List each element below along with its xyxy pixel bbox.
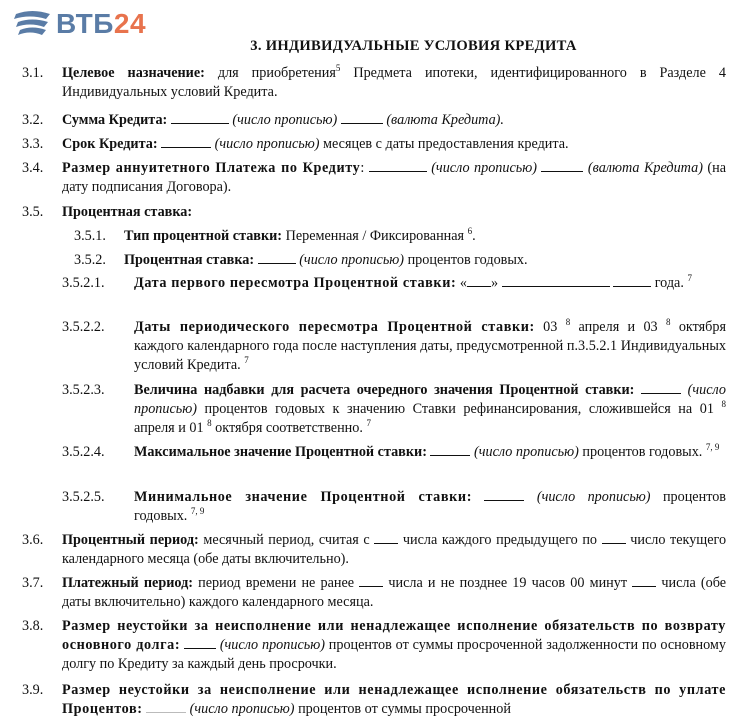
clause-number: 3.9. bbox=[22, 682, 44, 698]
clause-label: Размер неустойки за неисполнение или ненадлежащее исполнение обязательств по возврату основного долга: bbox=[62, 618, 726, 653]
fill-in-blank[interactable] bbox=[369, 159, 427, 172]
footnote-ref: 7 bbox=[687, 273, 692, 283]
clause-text: Переменная / Фиксированная bbox=[285, 228, 465, 244]
fill-in-blank[interactable] bbox=[632, 574, 656, 587]
fill-in-blank[interactable] bbox=[161, 135, 211, 148]
vtb24-logo bbox=[10, 6, 146, 42]
clause-number: 3.1. bbox=[22, 65, 44, 81]
clause-label: Дата первого пересмотра Процентной ставки: bbox=[134, 275, 457, 291]
quote-mark: » bbox=[490, 275, 499, 291]
fill-in-blank[interactable] bbox=[258, 251, 296, 264]
clause-text: октября каждого календарного года после наступления даты, предусмотренной п.3.5.2.1 Индивидуальных условий Кредита. bbox=[134, 319, 726, 373]
fill-in-blank[interactable] bbox=[641, 381, 681, 394]
footnote-ref: 8 bbox=[207, 418, 212, 428]
clause-text: процентов от суммы просроченной bbox=[298, 701, 511, 717]
placeholder-hint: (число прописью) bbox=[474, 444, 579, 460]
clause-number: 3.3. bbox=[22, 136, 44, 152]
footnote-ref: 5 bbox=[335, 63, 341, 73]
clause-text: число текущего календарного месяца (обе даты включительно). bbox=[62, 532, 727, 567]
clause-number: 3.5. bbox=[22, 204, 44, 220]
placeholder-hint: (валюта Кредита). bbox=[386, 112, 504, 128]
clause-number: 3.5.2.4. bbox=[62, 444, 105, 460]
clause-number: 3.5.1. bbox=[74, 228, 106, 244]
quote-mark: « bbox=[459, 275, 467, 291]
clause-number: 3.7. bbox=[22, 575, 44, 591]
clause-label: Срок Кредита: bbox=[62, 136, 158, 152]
clause-number: 3.5.2.5. bbox=[62, 489, 105, 505]
clause-text: процентов годовых. bbox=[582, 444, 703, 460]
clause-number: 3.6. bbox=[22, 532, 44, 548]
placeholder-hint: (число прописью) bbox=[232, 112, 338, 128]
clause-text: период времени не ранее bbox=[198, 575, 355, 591]
footnote-ref: 8 bbox=[721, 399, 726, 409]
fill-in-blank[interactable] bbox=[146, 700, 186, 713]
clause-label: Целевое назначение: bbox=[62, 65, 205, 81]
clause-text: числа и не позднее 19 часов 00 минут bbox=[388, 575, 628, 591]
fill-in-blank[interactable] bbox=[541, 159, 583, 172]
clause-number: 3.4. bbox=[22, 160, 44, 176]
clause-number: 3.8. bbox=[22, 618, 44, 634]
footnote-ref: 8 bbox=[665, 317, 671, 327]
clause-text: 03 bbox=[543, 319, 558, 335]
clause-number: 3.5.2.3. bbox=[62, 382, 105, 398]
fill-in-blank[interactable] bbox=[484, 488, 524, 501]
section-title: 3. ИНДИВИДУАЛЬНЫЕ УСЛОВИЯ КРЕДИТА bbox=[250, 38, 577, 54]
clause-number: 3.5.2.2. bbox=[62, 319, 105, 335]
placeholder-hint: (число прописью) bbox=[219, 637, 325, 653]
clause-label: Процентная ставка: bbox=[62, 204, 193, 220]
clause-text: для приобретения bbox=[217, 65, 336, 81]
clause-text: числа каждого предыдущего по bbox=[402, 532, 598, 548]
placeholder-hint: (число прописью) bbox=[134, 382, 726, 417]
fill-in-blank[interactable] bbox=[341, 111, 383, 124]
clause-text: процентов от суммы просроченной задолженности по основному долгу по Кредиту за каждый день просрочки. bbox=[62, 637, 727, 672]
fill-in-blank[interactable] bbox=[374, 531, 398, 544]
clause-text: октября соответственно. bbox=[215, 420, 363, 436]
fill-in-blank[interactable] bbox=[184, 636, 216, 649]
footnote-ref: 7, 9 bbox=[705, 442, 720, 452]
fill-in-blank[interactable] bbox=[613, 274, 651, 287]
clause-label: Минимальное значение Процентной ставки: bbox=[134, 489, 473, 505]
logo-brand-number: 24 bbox=[113, 8, 147, 39]
clause-label: Размер неустойки за неисполнение или ненадлежащее исполнение обязательств по уплате Процентов: bbox=[62, 682, 726, 717]
clause-text: процентов годовых. bbox=[134, 489, 727, 524]
footnote-ref: 7 bbox=[366, 418, 371, 428]
logo-brand-text: ВТБ bbox=[56, 8, 114, 39]
placeholder-hint: (валюта Кредита) bbox=[587, 160, 703, 176]
clause-label: Процентная ставка: bbox=[124, 252, 255, 268]
clause-text: процентов годовых к значению Ставки рефинансирования, сложившейся на 01 bbox=[204, 401, 714, 417]
clause-text: апреля и 01 bbox=[134, 420, 204, 436]
clause-label: Размер аннуитетного Платежа по Кредиту bbox=[62, 160, 361, 176]
fill-in-blank[interactable] bbox=[602, 531, 626, 544]
colon: : bbox=[360, 160, 365, 176]
clause-text: . bbox=[472, 228, 476, 244]
footnote-ref: 6 bbox=[467, 226, 473, 236]
clause-text: года. bbox=[654, 275, 684, 291]
clause-label: Процентный период: bbox=[62, 532, 199, 548]
clause-number: 3.5.2. bbox=[74, 252, 106, 268]
clause-text: месяцев с даты предоставления кредита. bbox=[323, 136, 569, 152]
fill-in-blank[interactable] bbox=[430, 443, 470, 456]
clause-text: Предмета ипотеки, идентифицированного в Разделе 4 Индивидуальных условий Кредита. bbox=[62, 65, 727, 100]
clause-text: числа (обе даты включительно) каждого календарного месяца. bbox=[62, 575, 727, 610]
clause-label: Максимальное значение Процентной ставки: bbox=[134, 444, 427, 460]
placeholder-hint: (число прописью) bbox=[536, 489, 651, 505]
clause-text: месячный период, считая с bbox=[203, 532, 370, 548]
footnote-ref: 7, 9 bbox=[190, 506, 205, 516]
fill-in-blank[interactable] bbox=[502, 274, 610, 287]
fill-in-blank[interactable] bbox=[359, 574, 383, 587]
fill-in-blank[interactable] bbox=[171, 111, 229, 124]
clause-label: Тип процентной ставки: bbox=[124, 228, 283, 244]
clause-text: (на дату подписания Договора). bbox=[62, 160, 727, 195]
clause-text: процентов годовых. bbox=[407, 252, 528, 268]
placeholder-hint: (число прописью) bbox=[214, 136, 320, 152]
clause-text: апреля и 03 bbox=[578, 319, 658, 335]
clause-label: Платежный период: bbox=[62, 575, 193, 591]
placeholder-hint: (число прописью) bbox=[431, 160, 537, 176]
clause-label: Сумма Кредита: bbox=[62, 112, 168, 128]
vtb-flag-icon bbox=[10, 10, 54, 38]
clause-number: 3.5.2.1. bbox=[62, 275, 105, 291]
placeholder-hint: (число прописью) bbox=[299, 252, 405, 268]
fill-in-blank[interactable] bbox=[467, 274, 491, 287]
footnote-ref: 8 bbox=[565, 317, 571, 327]
clause-label: Величина надбавки для расчета очередного значения Процентной ставки: bbox=[134, 382, 635, 398]
footnote-ref: 7 bbox=[244, 355, 249, 365]
clause-label: Даты периодического пересмотра Процентной ставки: bbox=[134, 319, 535, 335]
placeholder-hint: (число прописью) bbox=[189, 701, 295, 717]
clause-number: 3.2. bbox=[22, 112, 44, 128]
